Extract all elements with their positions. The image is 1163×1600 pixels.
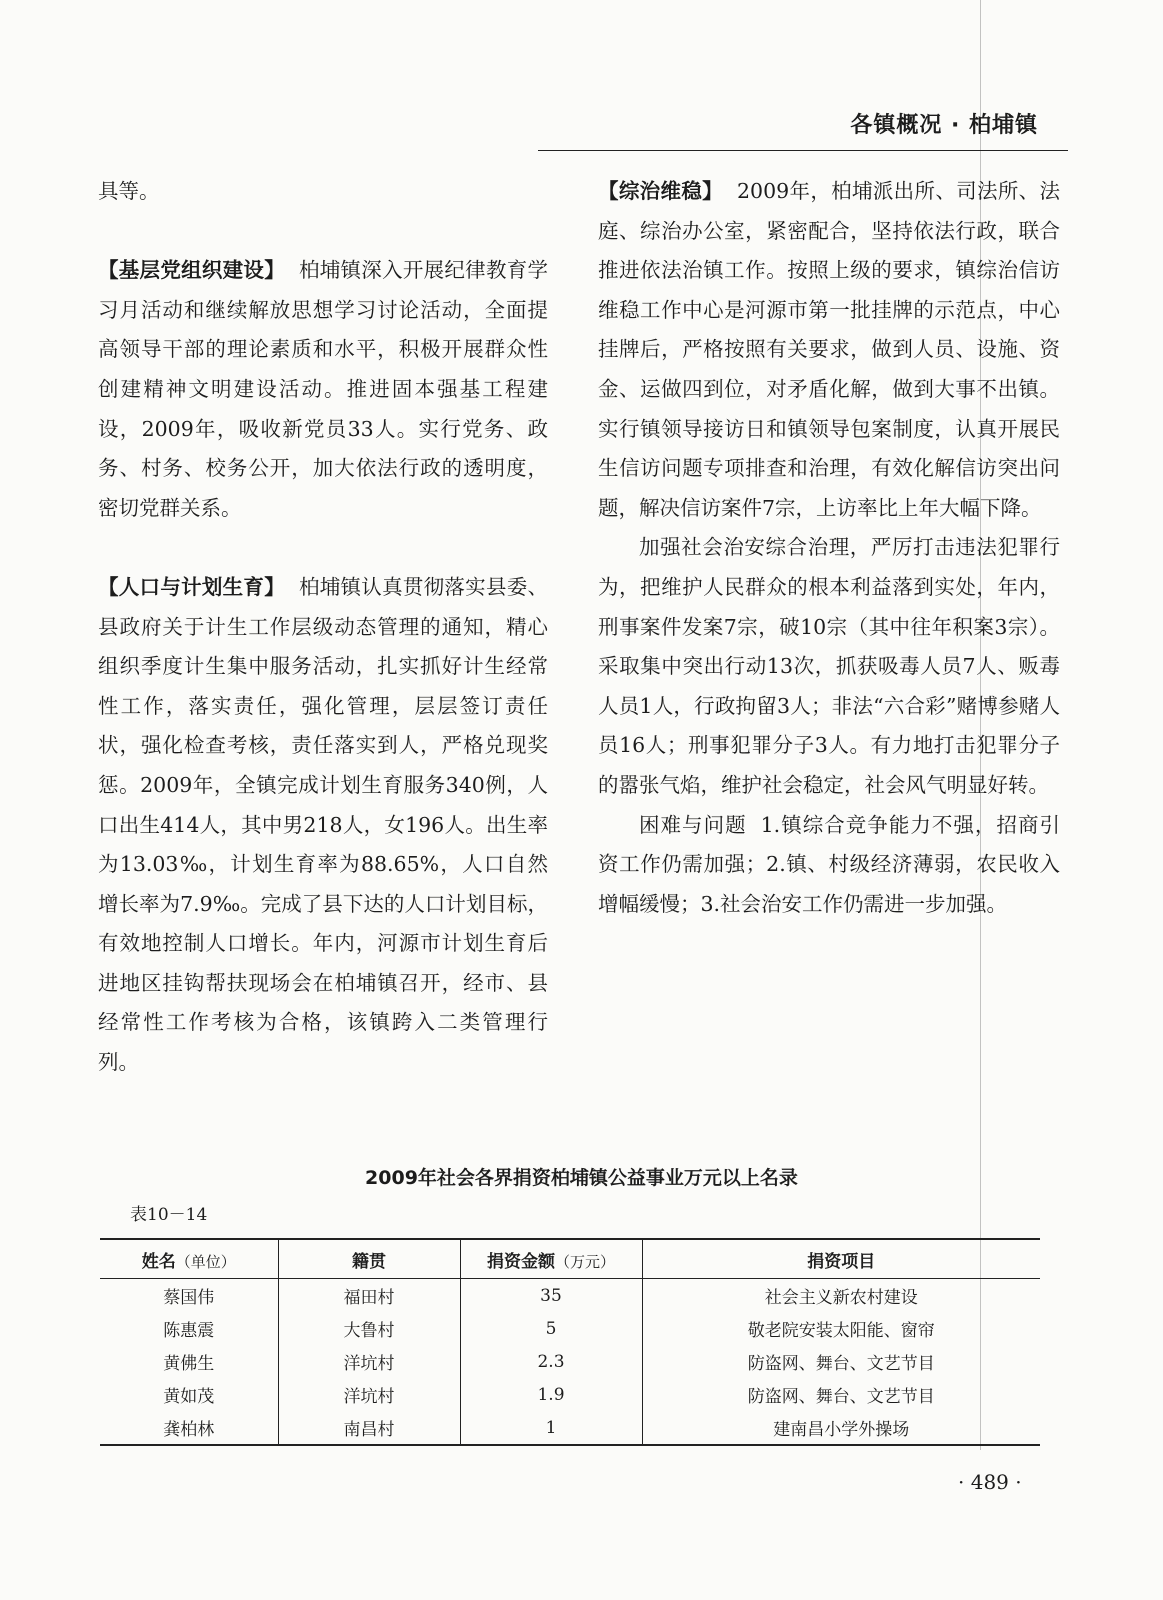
table-row <box>100 1312 1040 1345</box>
page-number: · 489 · <box>958 1470 1022 1494</box>
table-number: 表10－14 <box>130 1205 208 1225</box>
cell-origin: 大鲁村 <box>278 1312 460 1345</box>
problems-heading: 困难与问题 <box>639 812 747 837</box>
column-header-name: 姓名（单位） <box>100 1239 278 1279</box>
cell-origin: 福田村 <box>278 1279 460 1313</box>
column-header-origin: 籍贯 <box>278 1239 460 1279</box>
cell-project: 防盗网、舞台、文艺节目 <box>642 1378 1040 1411</box>
cell-amount: 1.9 <box>460 1378 642 1411</box>
left-column <box>98 172 548 1083</box>
column-header-amount: 捐资金额（万元） <box>460 1239 642 1279</box>
section-population <box>98 568 548 1083</box>
paragraph: 2009年，柏埔派出所、司法所、法庭、综治办公室，紧密配合，坚持依法行政，联合推进依法治镇工作。按照上级的要求，镇综治信访维稳工作中心是河源市第一批挂牌的示范点，中心挂牌后，严格按照有关要求，做到人员、设施、资金、运做四到位，对矛盾化解，做到大事不出镇。实行镇领导接访日和镇领导包案制度，认真开展民生信访问题专项排查和治理，有效化解信访突出问题，解决信访案件7宗，上访率比上年大幅下降。 <box>598 179 1060 520</box>
table-row <box>100 1279 1040 1313</box>
cell-origin: 洋坑村 <box>278 1345 460 1378</box>
cell-amount: 35 <box>460 1279 642 1313</box>
table-header-row <box>100 1239 1040 1279</box>
column-header-project: 捐资项目 <box>642 1239 1040 1279</box>
header-rule <box>538 150 1068 151</box>
cell-name: 蔡国伟 <box>163 1288 215 1308</box>
cell-amount: 5 <box>460 1312 642 1345</box>
cell-origin: 南昌村 <box>278 1411 460 1445</box>
section-body: 柏埔镇深入开展纪律教育学习月活动和继续解放思想学习讨论活动，全面提高领导干部的理论素质和水平，积极开展群众性创建精神文明建设活动。推进固本强基工程建设，2009年，吸收新党员33人。实行党务、政务、村务、校务公开，加大依法行政的透明度，密切党群关系。 <box>98 258 549 520</box>
table-row <box>100 1345 1040 1378</box>
cell-origin: 洋坑村 <box>278 1378 460 1411</box>
table-row <box>100 1378 1040 1411</box>
section-heading: 【综治维稳】 <box>598 179 723 203</box>
problems-paragraph <box>598 806 1060 925</box>
running-header: 各镇概况 · 柏埔镇 <box>850 113 1038 138</box>
section-stability <box>598 172 1060 528</box>
section-party-building <box>98 251 548 528</box>
section-body: 柏埔镇认真贯彻落实县委、县政府关于计生工作层级动态管理的通知，精心组织季度计生集中服务活动，扎实抓好计生经常性工作，落实责任，强化管理，层层签订责任状，强化检查考核，责任落实到人，严格兑现奖惩。2009年，全镇完成计划生育服务340例，人口出生414人，其中男218人，女196人。出生率为13.03‰，计划生育率为88.65%，人口自然增长率为7.9‰。完成了县下达的人口计划目标，有效地控制人口增长。年内，河源市计划生育后进地区挂钩帮扶现场会在柏埔镇召开，经市、县经常性工作考核为合格，该镇跨入二类管理行列。 <box>98 574 549 1075</box>
cell-project: 社会主义新农村建设 <box>642 1279 1040 1313</box>
table-title: 2009年社会各界捐资柏埔镇公益事业万元以上名录 <box>365 1167 798 1189</box>
cell-name: 黄佛生 <box>163 1354 215 1374</box>
cell-name: 黄如茂 <box>163 1387 215 1407</box>
right-column <box>598 172 1060 924</box>
cell-project: 敬老院安装太阳能、窗帘 <box>642 1312 1040 1345</box>
section-heading: 【基层党组织建设】 <box>98 258 285 283</box>
cell-amount: 2.3 <box>460 1345 642 1378</box>
donation-table <box>100 1238 1040 1446</box>
table-row <box>100 1411 1040 1445</box>
cell-project: 建南昌小学外操场 <box>642 1411 1040 1445</box>
cell-name: 龚柏林 <box>163 1420 215 1440</box>
problems-body: 1.镇综合竞争能力不强，招商引资工作仍需加强；2.镇、村级经济薄弱，农民收入增幅缓慢；3.社会治安工作仍需进一步加强。 <box>598 812 1060 916</box>
continuation-text: 具等。 <box>98 179 160 203</box>
section-heading: 【人口与计划生育】 <box>98 574 285 599</box>
cell-project: 防盗网、舞台、文艺节目 <box>642 1345 1040 1378</box>
cell-amount: 1 <box>460 1411 642 1445</box>
paragraph: 加强社会治安综合治理，严厉打击违法犯罪行为，把维护人民群众的根本利益落到实处，年内，刑事案件发案7宗，破10宗（其中往年积案3宗）。采取集中突出行动13次，抓获吸毒人员7人、贩毒人员1人，行政拘留3人；非法“六合彩”赌博参赌人员16人；刑事犯罪分子3人。有力地打击犯罪分子的嚣张气焰，维护社会稳定，社会风气明显好转。 <box>598 535 1060 797</box>
cell-name: 陈惠震 <box>163 1321 215 1341</box>
